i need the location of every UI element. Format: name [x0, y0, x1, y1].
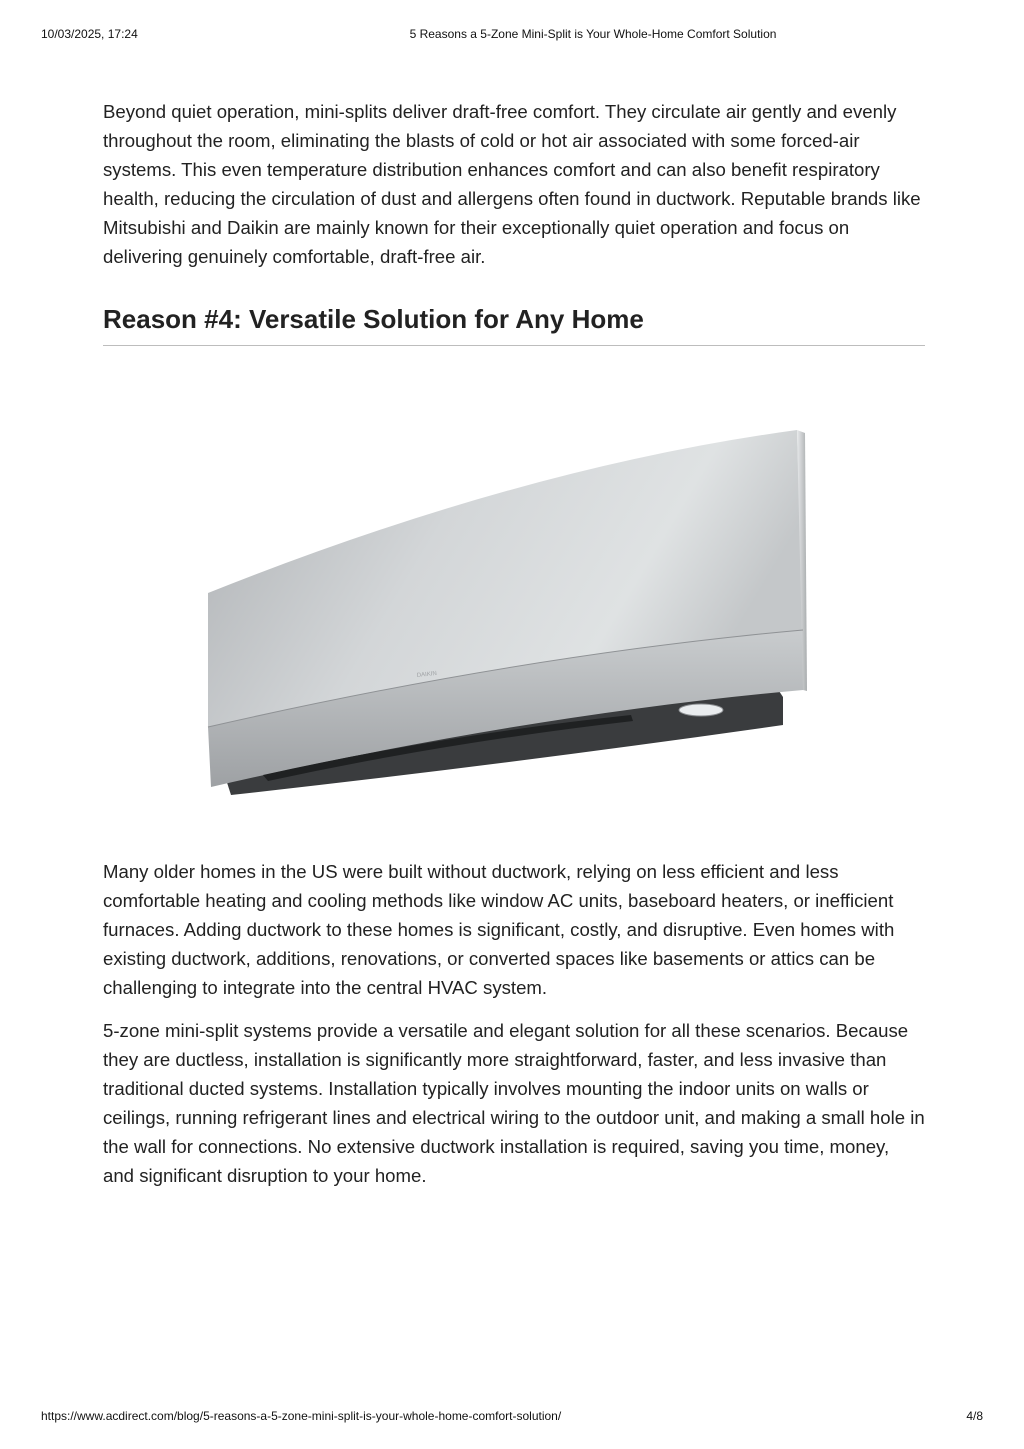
mini-split-image [103, 355, 925, 845]
page-url: https://www.acdirect.com/blog/5-reasons-a-5-zone-mini-split-is-your-whole-home-comfort-solution/ [41, 1409, 562, 1423]
print-date: 10/03/2025, 17:24 [41, 27, 138, 41]
article-body-continued [103, 857, 925, 1190]
page-number: 4/8 [966, 1409, 983, 1423]
print-footer [0, 1409, 1024, 1425]
paragraph-versatile-solution: 5-zone mini-split systems provide a versatile and elegant solution for all these scenarios. Because they are ductless, installation is significantly more straightforward, faster, and less invasive than traditional ducted systems. Installation typically involves mounting the indoor units on walls or ceilings, running refrigerant lines and electrical wiring to the outdoor unit, and making a small hole in the wall for connections. No extensive ductwork installation is required, saving you time, money, and significant disruption to your home. [103, 1020, 925, 1186]
mini-split-unit-illustration [103, 355, 925, 845]
paragraph-draft-free-comfort: Beyond quiet operation, mini-splits deliver draft-free comfort. They circulate air gently and evenly throughout the room, eliminating the blasts of cold or hot air associated with some forced-air systems. This even temperature distribution enhances comfort and can also benefit respiratory health, reducing the circulation of dust and allergens often found in ductwork. Reputable brands like Mitsubishi and Daikin are mainly known for their exceptionally quiet operation and focus on delivering genuinely comfortable, draft-free air. [103, 101, 921, 267]
print-page-title: 5 Reasons a 5-Zone Mini-Split is Your Whole-Home Comfort Solution [409, 27, 777, 41]
print-header [0, 27, 1024, 43]
paragraph-older-homes: Many older homes in the US were built without ductwork, relying on less efficient and less comfortable heating and cooling methods like window AC units, baseboard heaters, or inefficient furnaces. Adding ductwork to these homes is significant, costly, and disruptive. Even homes with existing ductwork, additions, renovations, or converted spaces like basements or attics can be challenging to integrate into the central HVAC system. [103, 861, 895, 998]
brand-logo-text: DAIKIN [416, 670, 438, 679]
article-body [103, 97, 925, 346]
section-heading-reason-4: Reason #4: Versatile Solution for Any Home [103, 303, 925, 346]
